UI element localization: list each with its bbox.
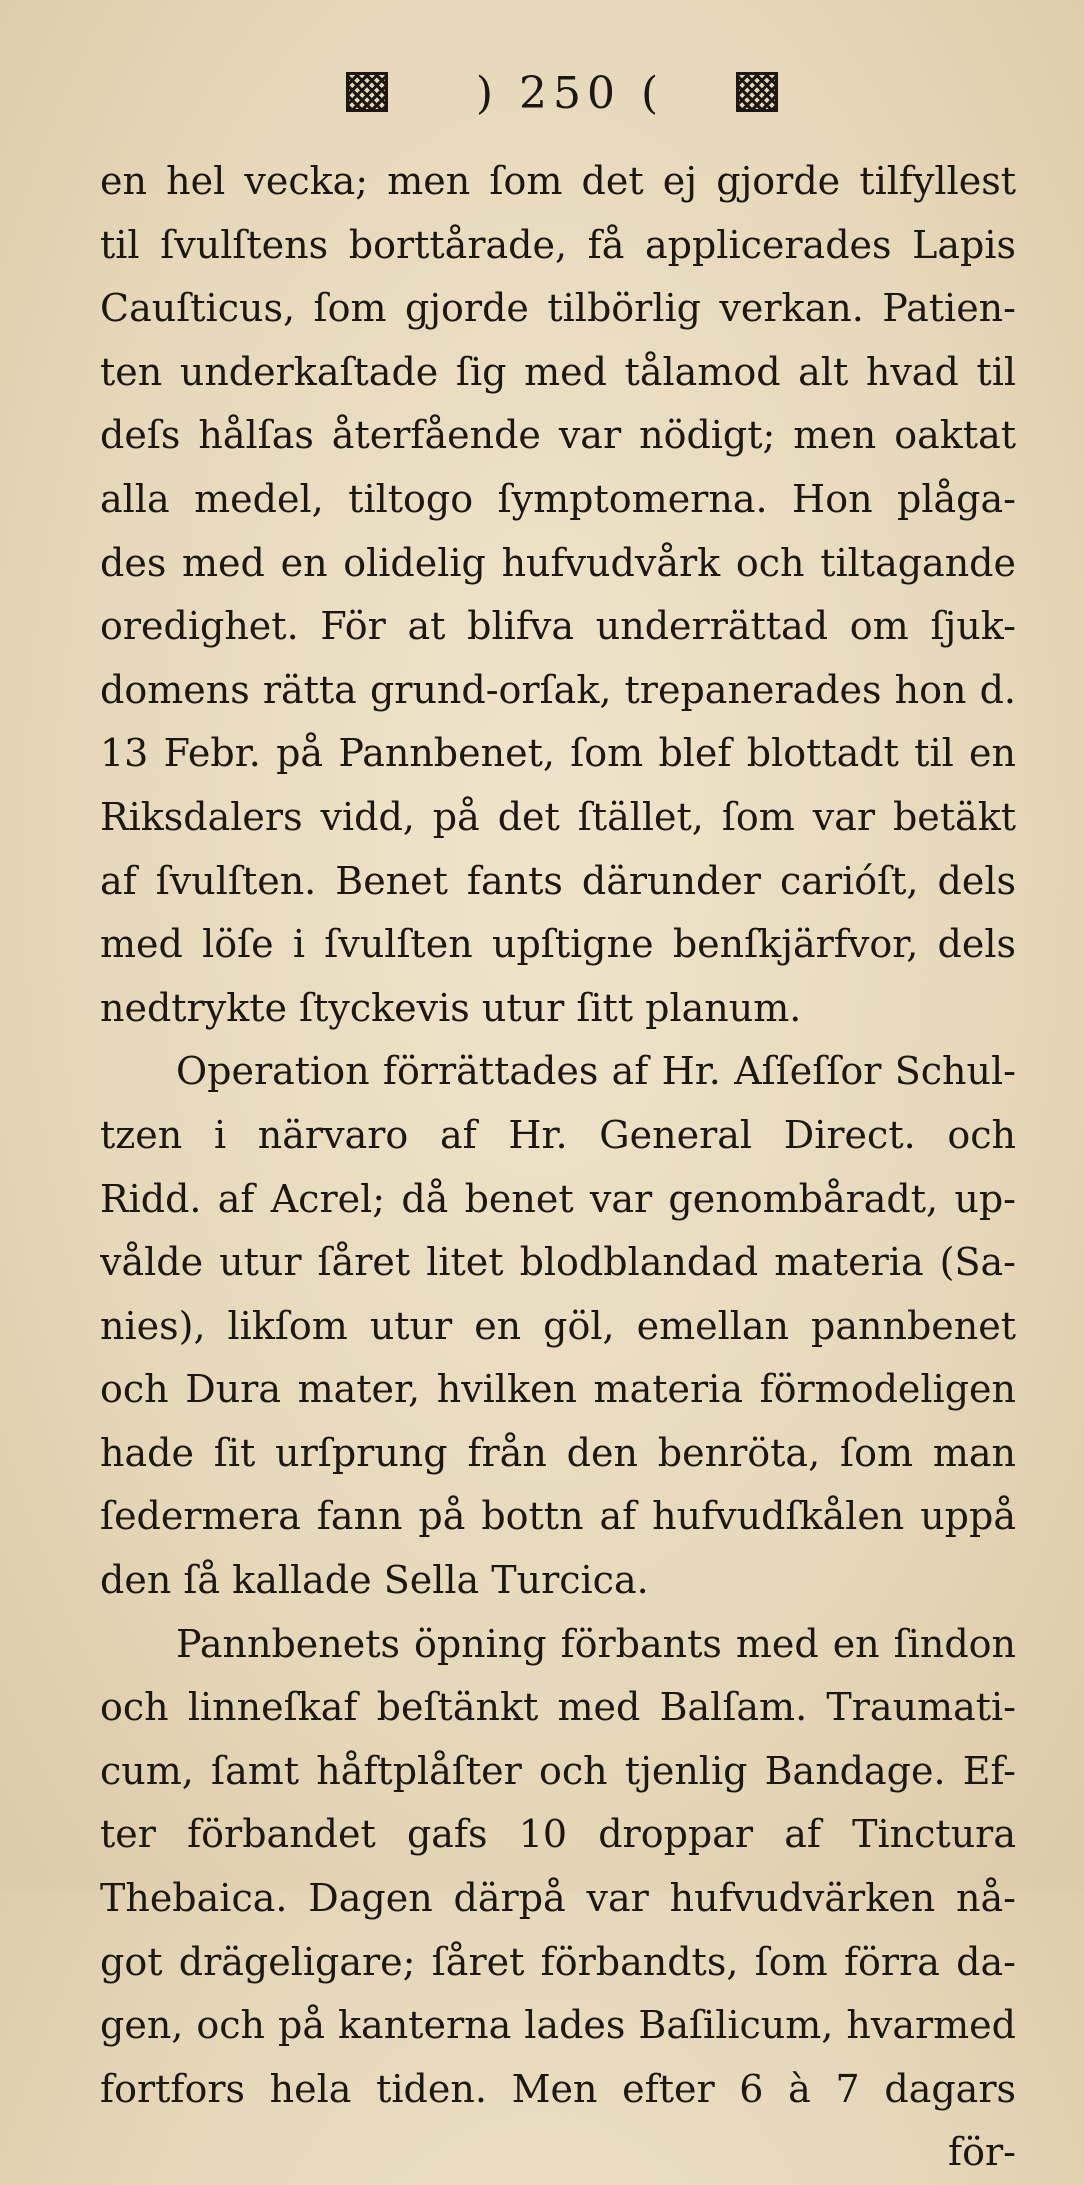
- text-line: hade ſit urſprung från den benröta, ſom man: [100, 1430, 1016, 1475]
- text-line: fortfors hela tiden. Men efter 6 à 7 dagars: [100, 2066, 1016, 2111]
- text-line: nies), likſom utur en göl, emellan pannbenet: [100, 1303, 1016, 1348]
- text-line: nedtrykte ſtyckevis utur ſitt planum.: [100, 985, 802, 1030]
- text-line: och Dura mater, hvilken materia förmodeligen: [100, 1367, 1016, 1412]
- text-line: med löſe i ſvulſten upſtigne benſkjärfvor, dels: [100, 922, 1016, 967]
- paren-left: ): [475, 68, 499, 119]
- text-line: Riksdalers vidd, på det ſtället, ſom var betäkt: [100, 794, 1016, 839]
- text-line: domens rätta grund-orſak, trepanerades hon d.: [100, 667, 1016, 712]
- text-line: och linneſkaf beſtänkt med Balſam. Traumati-: [100, 1685, 1016, 1730]
- text-line: ter förbandet gafs 10 droppar af Tinctura: [100, 1812, 1016, 1857]
- text-line: des med en olidelig hufvudvårk och tiltagande: [100, 540, 1016, 585]
- text-line: cum, ſamt håftplåſter och tjenlig Bandage. Ef-: [100, 1748, 1016, 1793]
- text-line: vålde utur ſåret litet blodblandad materia (Sa-: [100, 1240, 1016, 1285]
- text-line: alla medel, tiltogo ſymptomerna. Hon plåga-: [100, 476, 1016, 521]
- catchword: för-: [948, 2130, 1016, 2175]
- text-line: Pannbenets öpning förbants med en ſindon: [176, 1621, 1016, 1666]
- text-line: til ſvulſtens borttårade, få applicerades Lapis: [100, 222, 1016, 267]
- text-line: oredighet. För at blifva underrättad om ſjuk-: [100, 604, 1016, 649]
- text-line: 13 Febr. på Pannbenet, ſom blef blottadt til en: [100, 731, 1016, 776]
- text-line: Cauſticus, ſom gjorde tilbörlig verkan. Patien-: [100, 286, 1016, 331]
- text-line: Operation förrättades af Hr. Aſſeſſor Schul-: [176, 1049, 1016, 1094]
- body-text: [100, 150, 1016, 2185]
- page-header: [0, 66, 1084, 126]
- text-line: af ſvulſten. Benet fants därunder carióſt, dels: [100, 858, 1016, 903]
- text-line: Ridd. af Acrel; då benet var genombåradt, up-: [100, 1176, 1016, 1221]
- page-number: 250: [519, 68, 621, 119]
- paren-right: (: [640, 68, 665, 119]
- text-line: tzen i närvaro af Hr. General Direct. och: [100, 1112, 1016, 1157]
- text-line: deſs hålſas återfående var nödigt; men oaktat: [100, 413, 1016, 458]
- text-line: Thebaica. Dagen därpå var hufvudvärken nå-: [100, 1876, 1016, 1921]
- printers-ornament-icon: [736, 72, 778, 112]
- text-line: den ſå kallade Sella Turcica.: [100, 1558, 649, 1603]
- page-number-line: [420, 66, 720, 122]
- text-line: gen, och på kanterna lades Baſilicum, hvarmed: [100, 2003, 1016, 2048]
- text-line: ſedermera fann på bottn af hufvudſkålen uppå: [100, 1494, 1016, 1539]
- printers-ornament-icon: [346, 72, 388, 112]
- text-line: got drägeligare; ſåret förbandts, ſom förra da-: [100, 1939, 1016, 1984]
- text-line: ten underkaſtade ſig med tålamod alt hvad til: [100, 349, 1016, 394]
- text-line: en hel vecka; men ſom det ej gjorde tilfyllest: [100, 159, 1016, 203]
